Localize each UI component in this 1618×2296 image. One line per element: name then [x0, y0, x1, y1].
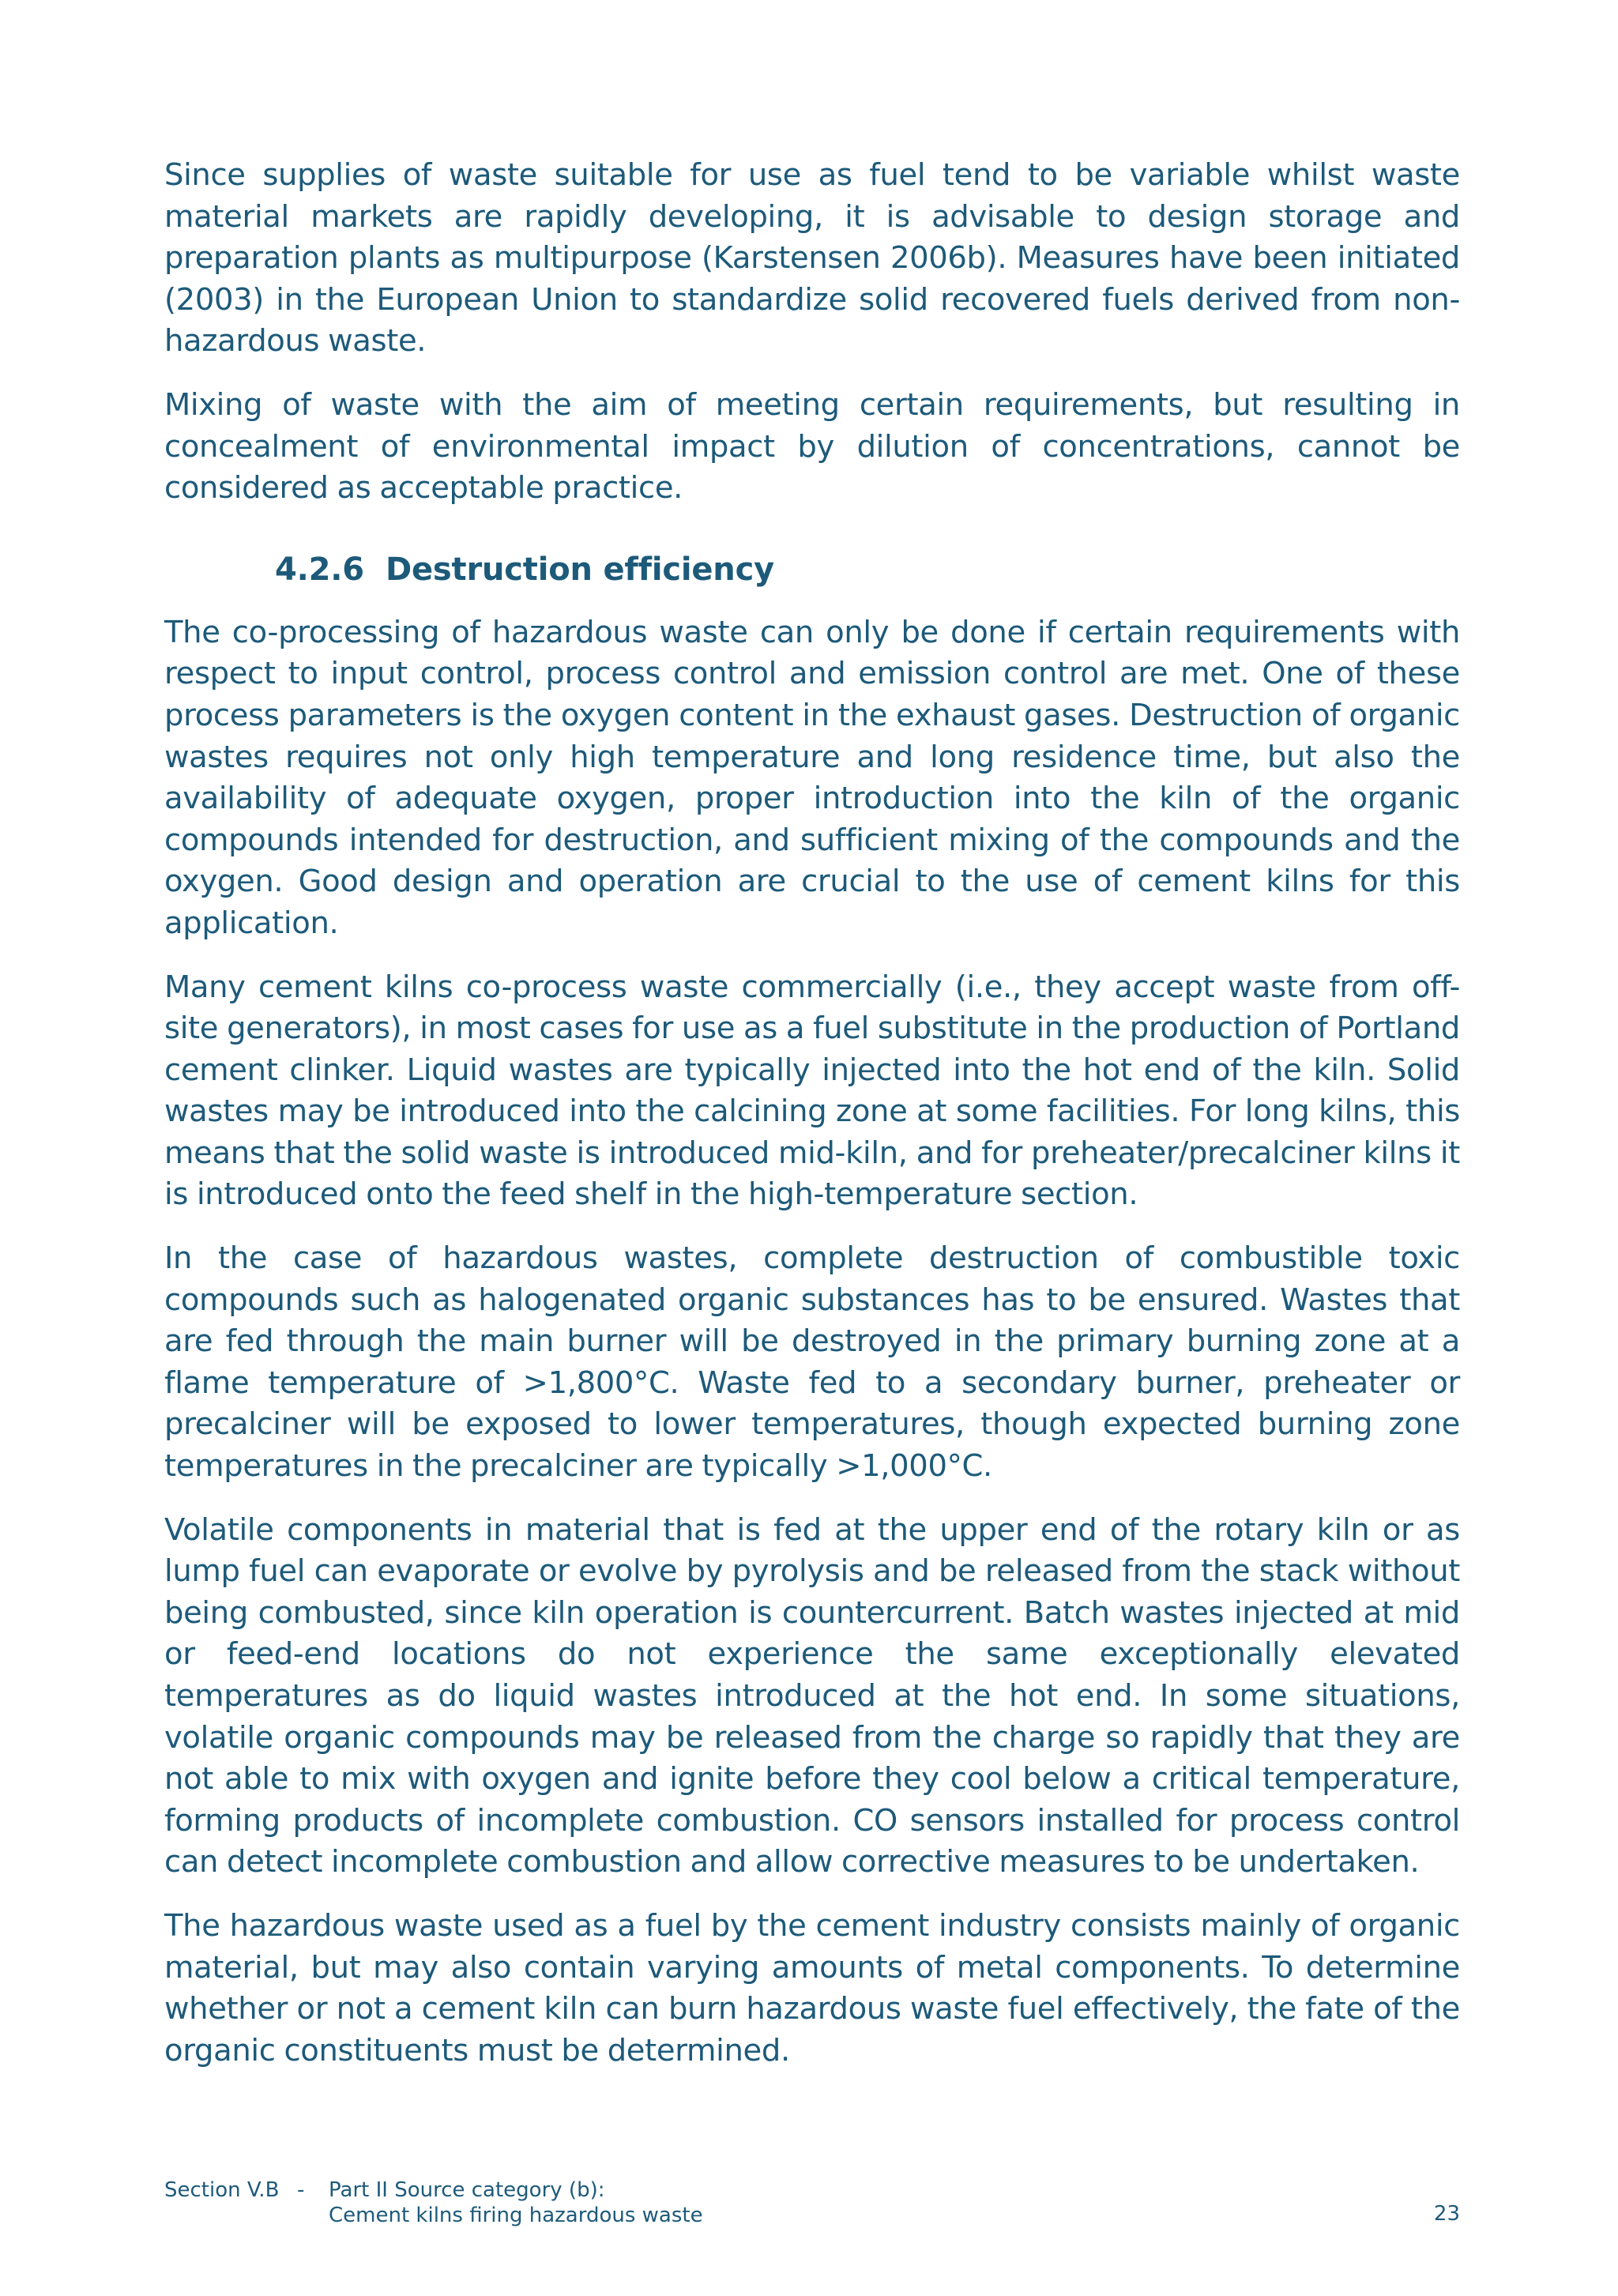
paragraph-cement-kilns: Many cement kilns co-process waste commercially (i.e., they accept waste from off-site generators), in most cases for use as a fuel substitute in the production of Portland cement clinker. Liquid wastes are typically injected into the hot end of the kiln. Solid wastes may be introduced into the calcining zone at some facilities. For long kilns, this means that the solid waste is introduced mid-kiln, and for preheater/precalciner kilns it is introduced onto the feed shelf in the high-temperature section.	[164, 969, 1460, 1213]
footer-part-info	[329, 2177, 703, 2228]
footer-separator: -	[297, 2178, 305, 2202]
paragraph-mixing: Mixing of waste with the aim of meeting certain requirements, but resulting in concealment of environmental impact by dilution of concentrations, cannot be considered as acceptable practice.	[164, 386, 1460, 506]
section-number: 4.2.6	[275, 551, 364, 588]
footer-part-line2: Cement kilns firing hazardous waste	[329, 2204, 703, 2227]
paragraph-volatile-components: Volatile components in material that is fed at the upper end of the rotary kiln or as lump fuel can evaporate or evolve by pyrolysis and be released from the stack without being combusted, since kiln operation is countercurrent. Batch wastes injected at mid or feed-end locations do not experience the same exceptionally elevated temperatures as do liquid wastes introduced at the hot end. In some situations, volatile organic compounds may be released from the charge so rapidly that they are not able to mix with oxygen and ignite before they cool below a critical temperature, forming products of incomplete combustion. CO sensors installed for process control can detect incomplete combustion and allow corrective measures to be undertaken.	[164, 1511, 1460, 1880]
page-footer	[164, 2177, 1460, 2241]
footer-section-label: Section V.B	[164, 2178, 280, 2202]
footer-part-line1: Part II Source category (b):	[329, 2178, 605, 2202]
paragraph-storage: Since supplies of waste suitable for use as fuel tend to be variable whilst waste material markets are rapidly developing, it is advisable to design storage and preparation plants as multipurpose (Karstensen 2006b). Measures have been initiated (2003) in the European Union to standardize solid recovered fuels derived from non-hazardous waste.	[164, 157, 1460, 359]
section-title: Destruction efficiency	[386, 551, 774, 588]
paragraph-co-processing: The co-processing of hazardous waste can only be done if certain requirements with respect to input control, process control and emission control are met. One of these process parameters is the oxygen content in the exhaust gases. Destruction of organic wastes requires not only high temperature and long residence time, but also the availability of adequate oxygen, proper introduction into the kiln of the organic compounds intended for destruction, and sufficient mixing of the compounds and the oxygen. Good design and operation are crucial to the use of cement kilns for this application.	[164, 614, 1460, 941]
paragraph-organic-material: The hazardous waste used as a fuel by the cement industry consists mainly of organic material, but may also contain varying amounts of metal components. To determine whether or not a cement kiln can burn hazardous waste fuel effectively, the fate of the organic constituents must be determined.	[164, 1907, 1460, 2068]
section-heading	[275, 549, 1460, 590]
paragraph-hazardous-wastes: In the case of hazardous wastes, complete destruction of combustible toxic compounds such as halogenated organic substances has to be ensured. Wastes that are fed through the main burner will be destroyed in the primary burning zone at a flame temperature of >1,800°C. Waste fed to a secondary burner, preheater or precalciner will be exposed to lower temperatures, though expected burning zone temperatures in the precalciner are typically >1,000°C.	[164, 1240, 1460, 1485]
page-number: 23	[1433, 2202, 1460, 2226]
document-body	[164, 155, 1460, 2094]
